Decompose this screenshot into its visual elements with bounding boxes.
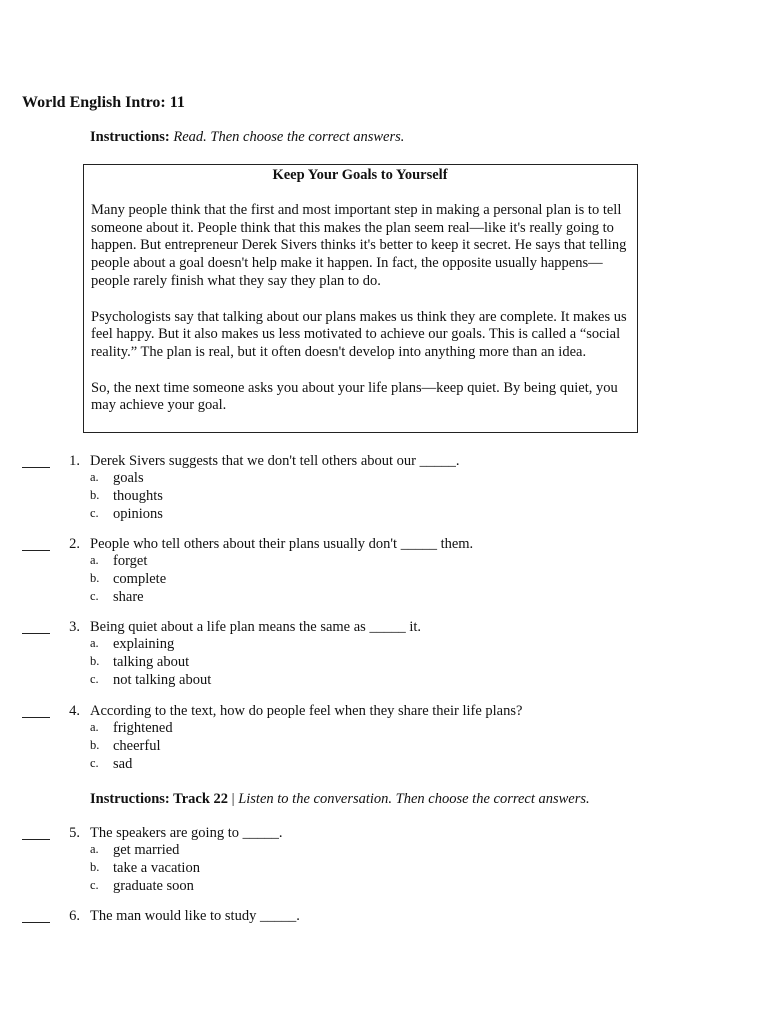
question-text: Being quiet about a life plan means the same as _____ it. — [90, 619, 422, 635]
option-text: explaining — [113, 636, 175, 652]
page-title: World English Intro: 11 — [22, 94, 185, 111]
option-text: thoughts — [113, 488, 163, 504]
option-letter: b. — [90, 860, 100, 874]
option-text: talking about — [113, 654, 190, 670]
reading-title: Keep Your Goals to Yourself — [272, 167, 448, 183]
instructions-text: Read. Then choose the correct answers. — [173, 129, 405, 145]
option-text: cheerful — [113, 738, 161, 754]
option-text: frightened — [113, 720, 173, 736]
answer-blank-5[interactable] — [22, 825, 50, 840]
option-text: graduate soon — [113, 878, 194, 894]
option-letter: c. — [90, 878, 99, 892]
option-text: opinions — [113, 506, 163, 522]
reading-paragraph-2: Psychologists say that talking about our plans makes us think they are complete. It makes us feel happy. But it also makes us less motivated to achieve our goals. This is called a “social reality.” The plan is real, but it often doesn't develop into anything more than an idea. — [91, 308, 627, 360]
reading-passage-box — [83, 164, 638, 433]
option-text: share — [113, 589, 144, 605]
option-letter: a. — [90, 470, 99, 484]
question-number: 2. — [69, 536, 80, 552]
option-letter: b. — [90, 571, 100, 585]
question-number: 1. — [69, 453, 80, 469]
question-number: 5. — [69, 825, 80, 841]
option-text: complete — [113, 571, 167, 587]
question-text: Derek Sivers suggests that we don't tell others about our _____. — [90, 453, 460, 469]
answer-blank-6[interactable] — [22, 908, 50, 923]
option-letter: c. — [90, 506, 99, 520]
option-letter: a. — [90, 636, 99, 650]
answer-blank-3[interactable] — [22, 619, 50, 634]
instructions-label: Instructions: — [90, 129, 170, 145]
option-text: get married — [113, 842, 180, 858]
option-letter: b. — [90, 738, 100, 752]
answer-blank-1[interactable] — [22, 453, 50, 468]
option-letter: a. — [90, 842, 99, 856]
option-letter: c. — [90, 589, 99, 603]
option-text: goals — [113, 470, 144, 486]
option-letter: c. — [90, 672, 99, 686]
option-letter: a. — [90, 720, 99, 734]
option-text: not talking about — [113, 672, 212, 688]
option-letter: b. — [90, 654, 100, 668]
question-number: 4. — [69, 703, 80, 719]
option-text: sad — [113, 756, 133, 772]
option-text: take a vacation — [113, 860, 200, 876]
instructions-separator: | — [228, 791, 239, 807]
reading-paragraph-1: Many people think that the first and most important step in making a personal plan is to tell someone about it. People think that this makes the plan seem real—like it's really going to happen. But entrepreneur Derek Sivers thinks it's better to keep it secret. He says that telling people about a goal doesn't help make it happen. In fact, the opposite usually happens—people rarely finish what they say they plan to do. — [91, 202, 627, 289]
option-letter: b. — [90, 488, 100, 502]
instructions-listening — [90, 791, 590, 808]
option-letter: a. — [90, 553, 99, 567]
option-text: forget — [113, 553, 148, 569]
question-text: People who tell others about their plans usually don't _____ them. — [90, 536, 474, 552]
question-number: 3. — [69, 619, 80, 635]
question-text: The speakers are going to _____. — [90, 825, 283, 841]
question-text: According to the text, how do people feel when they share their life plans? — [90, 703, 523, 719]
instructions-label: Instructions: Track 22 — [90, 791, 229, 807]
instructions-reading — [90, 129, 404, 146]
reading-paragraph-3: So, the next time someone asks you about your life plans—keep quiet. By being quiet, you may achieve your goal. — [91, 379, 618, 414]
question-number: 6. — [69, 908, 80, 924]
instructions-text: Listen to the conversation. Then choose the correct answers. — [238, 791, 590, 807]
answer-blank-4[interactable] — [22, 703, 50, 718]
option-letter: c. — [90, 756, 99, 770]
question-text: The man would like to study _____. — [90, 908, 300, 924]
answer-blank-2[interactable] — [22, 536, 50, 551]
